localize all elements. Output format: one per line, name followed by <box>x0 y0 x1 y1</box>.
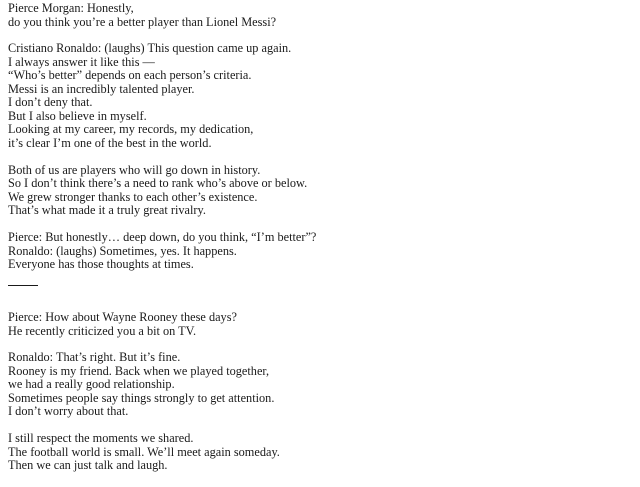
text-line: Both of us are players who will go down in history. <box>8 162 261 177</box>
text-line: I don’t worry about that. <box>8 404 129 419</box>
transcript-document <box>8 2 632 486</box>
text-line: Sometimes people say things strongly to get attention. <box>8 390 275 405</box>
text-line: Cristiano Ronaldo: (laughs) This question came up again. <box>8 41 292 56</box>
text-line: Looking at my career, my records, my dedication, <box>8 122 254 137</box>
text-line: “Who’s better” depends on each person’s criteria. <box>8 68 252 83</box>
paragraph-respect <box>8 432 632 473</box>
paragraph-rooney-question <box>8 311 632 338</box>
text-line: we had a really good relationship. <box>8 377 175 392</box>
paragraph-rivalry <box>8 164 632 218</box>
text-line: But I also believe in myself. <box>8 108 147 123</box>
text-line: I don’t deny that. <box>8 95 93 110</box>
text-line: I still respect the moments we shared. <box>8 431 194 446</box>
text-line: Then we can just talk and laugh. <box>8 458 168 473</box>
text-line: it’s clear I’m one of the best in the world. <box>8 135 212 150</box>
section-divider <box>8 285 38 286</box>
section-2 <box>8 311 632 473</box>
paragraph-rooney-answer <box>8 351 632 419</box>
text-line: I always answer it like this — <box>8 54 155 69</box>
paragraph-messi-question <box>8 2 632 29</box>
text-line: The football world is small. We’ll meet again someday. <box>8 444 280 459</box>
text-line: Pierce Morgan: Honestly, <box>8 1 134 15</box>
text-line: We grew stronger thanks to each other’s existence. <box>8 189 258 204</box>
text-line: Ronaldo: That’s right. But it’s fine. <box>8 350 181 365</box>
text-line: Pierce: But honestly… deep down, do you think, “I’m better”? <box>8 230 317 245</box>
paragraph-ronaldo-answer <box>8 42 632 150</box>
paragraph-deep-down <box>8 231 632 272</box>
text-line: Messi is an incredibly talented player. <box>8 81 195 96</box>
text-line: He recently criticized you a bit on TV. <box>8 323 197 338</box>
section-1 <box>8 2 632 272</box>
text-line: Pierce: How about Wayne Rooney these days? <box>8 310 237 325</box>
text-line: Ronaldo: (laughs) Sometimes, yes. It happens. <box>8 243 237 258</box>
text-line: do you think you’re a better player than Lionel Messi? <box>8 14 277 29</box>
text-line: Everyone has those thoughts at times. <box>8 257 194 272</box>
text-line: That’s what made it a truly great rivalry. <box>8 203 206 218</box>
text-line: So I don’t think there’s a need to rank who’s above or below. <box>8 176 308 191</box>
text-line: Rooney is my friend. Back when we played together, <box>8 363 270 378</box>
